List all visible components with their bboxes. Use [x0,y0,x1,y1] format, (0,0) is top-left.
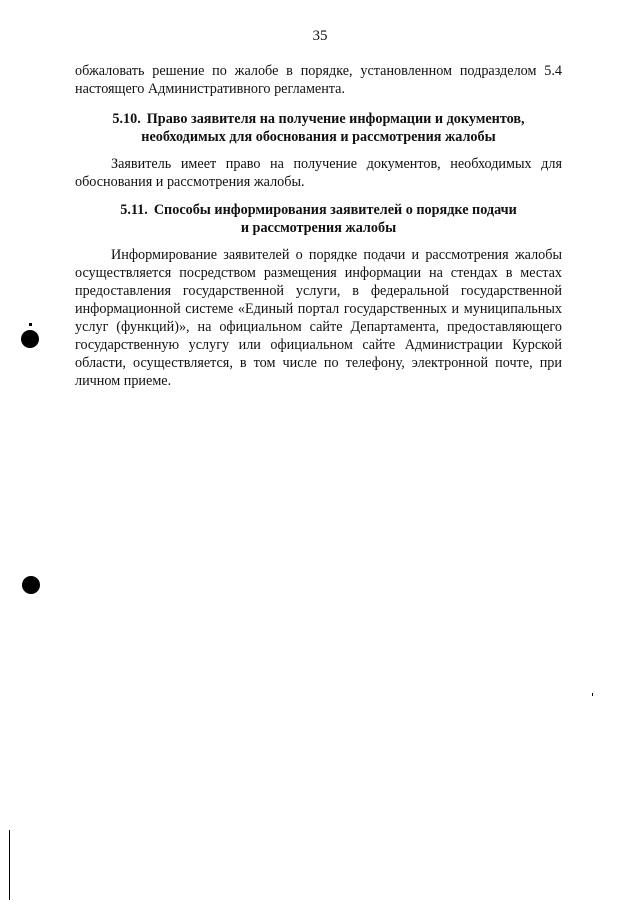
section-5-10-heading [75,110,562,146]
section-5-11-body: Информирование заявителей о порядке подачи и рассмотрения жалобы осуществляется посредством размещения информации на стендах в местах предоставления государственной услуги, в федеральной государственной информационной системе «Единый портал государственных и муниципальных услуг (функций)», на официальном сайте Департамента, предоставляющего государственную услугу или официальном сайте Администрации Курской области, осуществляется, в том числе по телефону, электронной почте, при личном приеме. [75,247,562,389]
punch-hole [22,576,40,594]
section-title: Способы информирования заявителей о порядке подачи и рассмотрения жалобы [153,202,517,236]
section-number: 5.11. [120,202,148,218]
scan-edge-line [9,830,10,900]
scan-speck [592,693,593,696]
scan-speck [29,323,32,326]
section-number: 5.10. [112,111,141,127]
section-5-11-heading [75,201,562,237]
punch-hole [21,330,39,348]
intro-paragraph: обжаловать решение по жалобе в порядке, установленном подразделом 5.4 настоящего Административного регламента. [75,63,562,97]
section-title: Право заявителя на получение информации и документов, необходимых для обоснования и рассмотрения жалобы [141,111,525,145]
page-number: 35 [312,28,328,44]
section-5-10-body: Заявитель имеет право на получение документов, необходимых для обоснования и рассмотрения жалобы. [75,156,562,190]
